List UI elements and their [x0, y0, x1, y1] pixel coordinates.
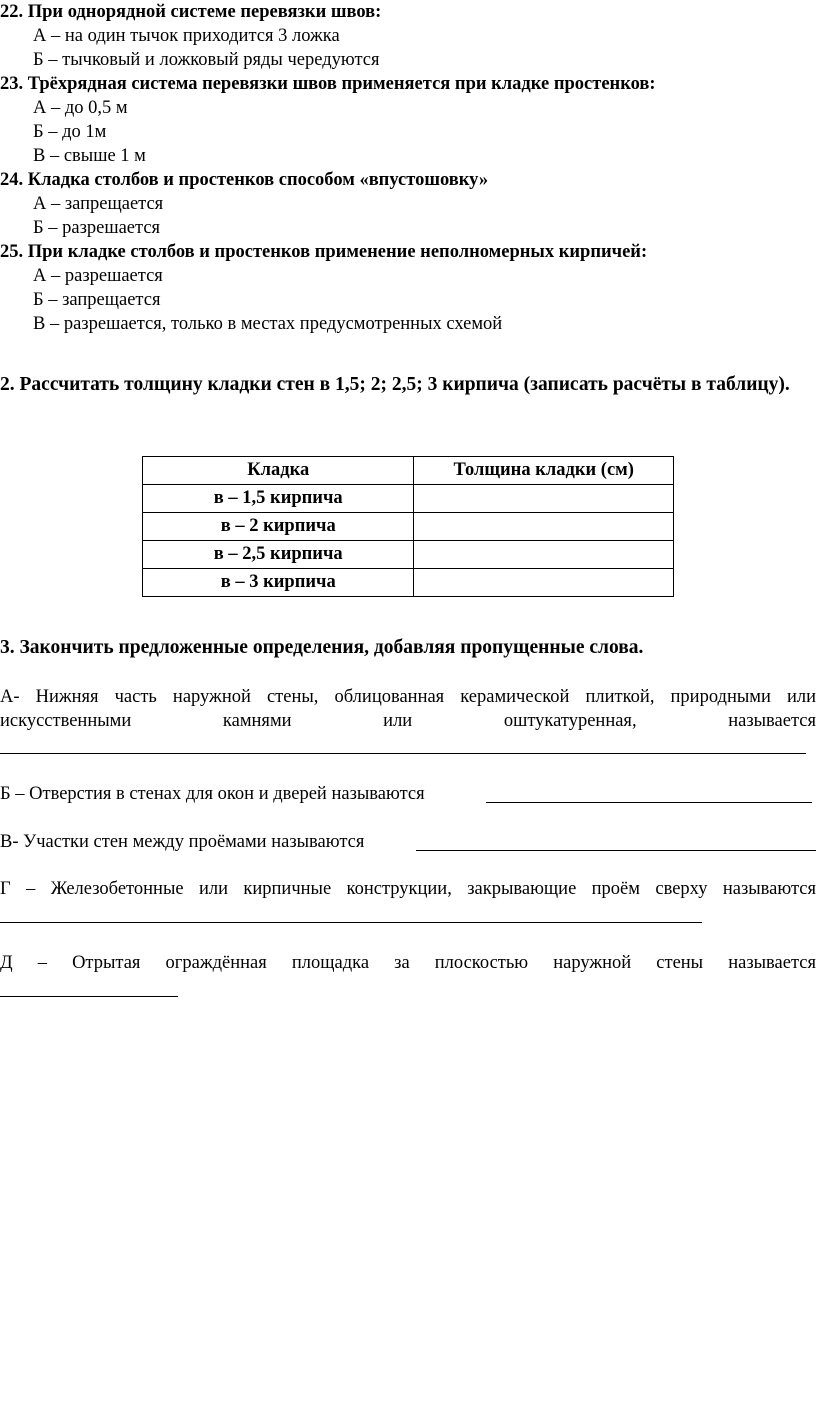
column-header-thickness: Толщина кладки (см)	[414, 457, 674, 485]
table-row	[143, 569, 674, 597]
question-title: 22. При однорядной системе перевязки швов:	[0, 2, 382, 22]
question-24	[0, 168, 816, 240]
answer-blank-g[interactable]	[0, 922, 702, 923]
question-title: 23. Трёхрядная система перевязки швов применяется при кладке простенков:	[0, 74, 656, 94]
question-title: 25. При кладке столбов и простенков применение неполномерных кирпичей:	[0, 242, 648, 262]
table-row	[143, 513, 674, 541]
definition-a-line-2: искусственными камнями или оштукатуренная, называется	[0, 711, 816, 731]
thickness-answer-cell[interactable]	[414, 569, 674, 597]
answer-option: Б – запрещается	[33, 290, 161, 310]
masonry-cell: в – 2,5 кирпича	[143, 541, 414, 569]
answer-option: В – разрешается, только в местах предусмотренных схемой	[33, 314, 503, 334]
answer-option: В – свыше 1 м	[33, 146, 146, 166]
answer-blank-v[interactable]	[416, 850, 816, 851]
column-header-masonry: Кладка	[143, 457, 414, 485]
answer-option: Б – разрешается	[33, 218, 161, 238]
definition-d: Д – Отрытая ограждённая площадка за плоскостью наружной стены называется	[0, 953, 816, 973]
question-title: 24. Кладка столбов и простенков способом «впустошовку»	[0, 170, 489, 190]
quiz-questions	[0, 0, 816, 336]
answer-blank-a[interactable]	[0, 753, 806, 754]
question-22	[0, 0, 816, 72]
question-25	[0, 240, 816, 336]
answer-option: А – запрещается	[33, 194, 164, 214]
answer-option: Б – до 1м	[33, 122, 107, 142]
masonry-cell: в – 3 кирпича	[143, 569, 414, 597]
answer-blank-b[interactable]	[486, 802, 812, 803]
table-row	[143, 485, 674, 513]
thickness-table	[142, 456, 674, 597]
thickness-answer-cell[interactable]	[414, 485, 674, 513]
definition-g: Г – Железобетонные или кирпичные конструкции, закрывающие проём сверху называются	[0, 879, 816, 899]
answer-blank-d[interactable]	[0, 996, 178, 997]
table-header-row	[143, 457, 674, 485]
definition-b-text: Б – Отверстия в стенах для окон и дверей называются	[0, 784, 425, 804]
task-2-heading: 2. Рассчитать толщину кладки стен в 1,5; 2; 2,5; 3 кирпича (записать расчёты в таблицу).	[0, 374, 790, 395]
thickness-answer-cell[interactable]	[414, 541, 674, 569]
answer-option: А – до 0,5 м	[33, 98, 128, 118]
table-row	[143, 541, 674, 569]
thickness-answer-cell[interactable]	[414, 513, 674, 541]
definition-a-line-1: А- Нижняя часть наружной стены, облицованная керамической плиткой, природными или	[0, 687, 816, 707]
answer-option: А – разрешается	[33, 266, 163, 286]
masonry-cell: в – 2 кирпича	[143, 513, 414, 541]
task-3-heading: 3. Закончить предложенные определения, добавляя пропущенные слова.	[0, 637, 644, 658]
definition-v-text: В- Участки стен между проёмами называются	[0, 832, 365, 852]
masonry-cell: в – 1,5 кирпича	[143, 485, 414, 513]
answer-option: А – на один тычок приходится 3 ложка	[33, 26, 340, 46]
question-23	[0, 72, 816, 168]
answer-option: Б – тычковый и ложковый ряды чередуются	[33, 50, 380, 70]
